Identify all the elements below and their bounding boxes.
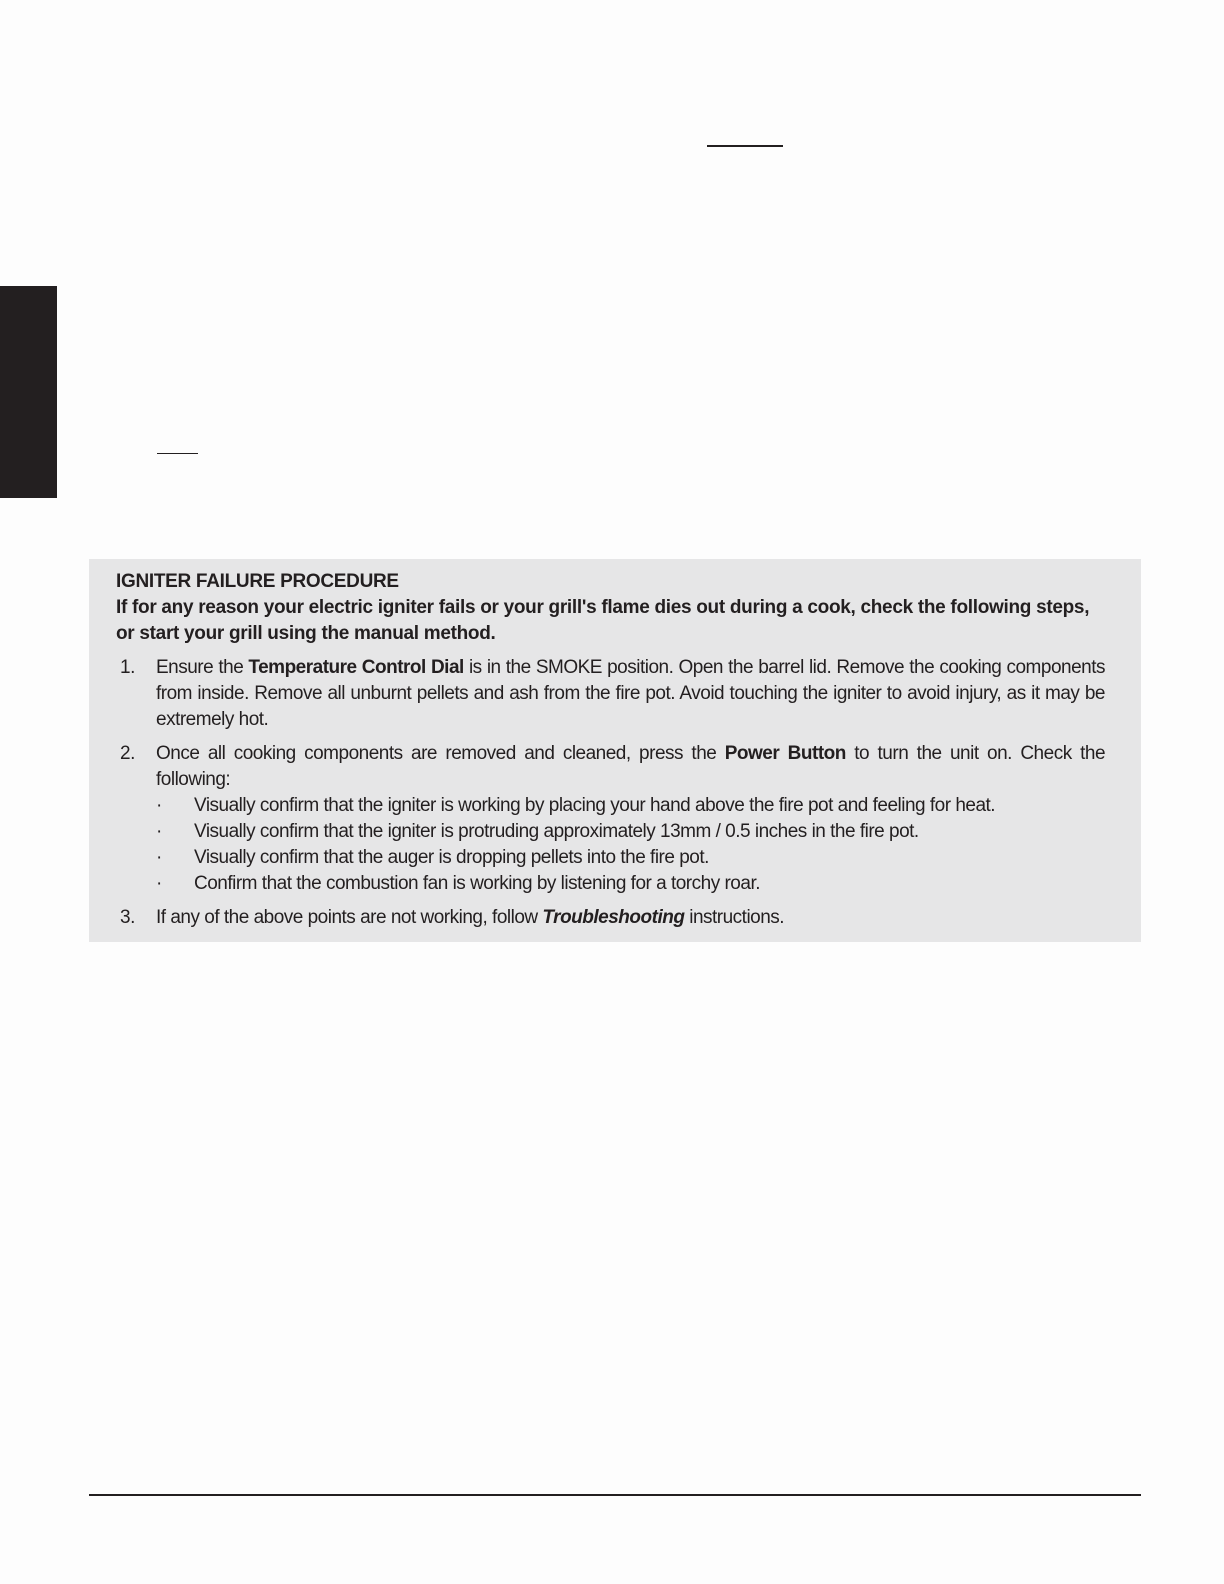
bullet-icon: · (156, 821, 162, 842)
check-list (156, 793, 1105, 897)
troubleshooting-reference: Troubleshooting (542, 907, 685, 928)
check-item (156, 819, 1105, 845)
check-item (156, 871, 1105, 897)
step-text-part: instructions. (684, 907, 785, 928)
panel-intro: If for any reason your electric igniter fails or your grill's flame dies out during a cook, check the following steps, or start your grill using the manual method. (116, 597, 1090, 644)
bullet-icon: · (156, 847, 162, 868)
footer-rule (89, 1494, 1141, 1496)
step-text-part: is in the SMOKE position. Open the barrel lid. Remove the cooking components from inside. Remove all unburnt pellets and ash from the fire pot. Avoid touching the igniter to avoid injury, as it may be extremely hot. (156, 657, 1105, 730)
power-button-term: Power Button (724, 743, 846, 764)
step-text (156, 655, 1105, 733)
check-item-text: Visually confirm that the igniter is working by placing your hand above the fire pot and feeling for heat. (194, 795, 996, 816)
check-item (156, 845, 1105, 871)
step-1 (116, 655, 1105, 733)
bullet-icon: · (156, 873, 162, 894)
step-number: 1. (120, 657, 135, 678)
header-rule (707, 145, 783, 147)
step-text-part: Once all cooking components are removed and cleaned, press the (156, 743, 725, 764)
panel-title: IGNITER FAILURE PROCEDURE (116, 571, 399, 592)
section-tab-marker (0, 286, 57, 498)
step-2 (116, 741, 1105, 897)
step-number: 2. (120, 743, 135, 764)
check-item-text: Visually confirm that the auger is dropping pellets into the fire pot. (194, 847, 709, 868)
check-item-text: Visually confirm that the igniter is protruding approximately 13mm / 0.5 inches in the fire pot. (194, 821, 919, 842)
bullet-icon: · (156, 795, 162, 816)
step-text-part: Ensure the (156, 657, 249, 678)
step-text (156, 905, 1105, 931)
step-text-part: If any of the above points are not working, follow (156, 907, 543, 928)
short-rule (157, 453, 198, 454)
step-number: 3. (120, 907, 135, 928)
step-text (156, 741, 1105, 793)
check-item-text: Confirm that the combustion fan is working by listening for a torchy roar. (194, 873, 760, 894)
steps-list (116, 655, 1105, 931)
igniter-failure-panel (89, 559, 1141, 942)
check-item (156, 793, 1105, 819)
temperature-control-dial-term: Temperature Control Dial (248, 657, 464, 678)
step-3 (116, 905, 1105, 931)
step-text-part: to turn the unit on. Check the following: (156, 743, 1106, 790)
